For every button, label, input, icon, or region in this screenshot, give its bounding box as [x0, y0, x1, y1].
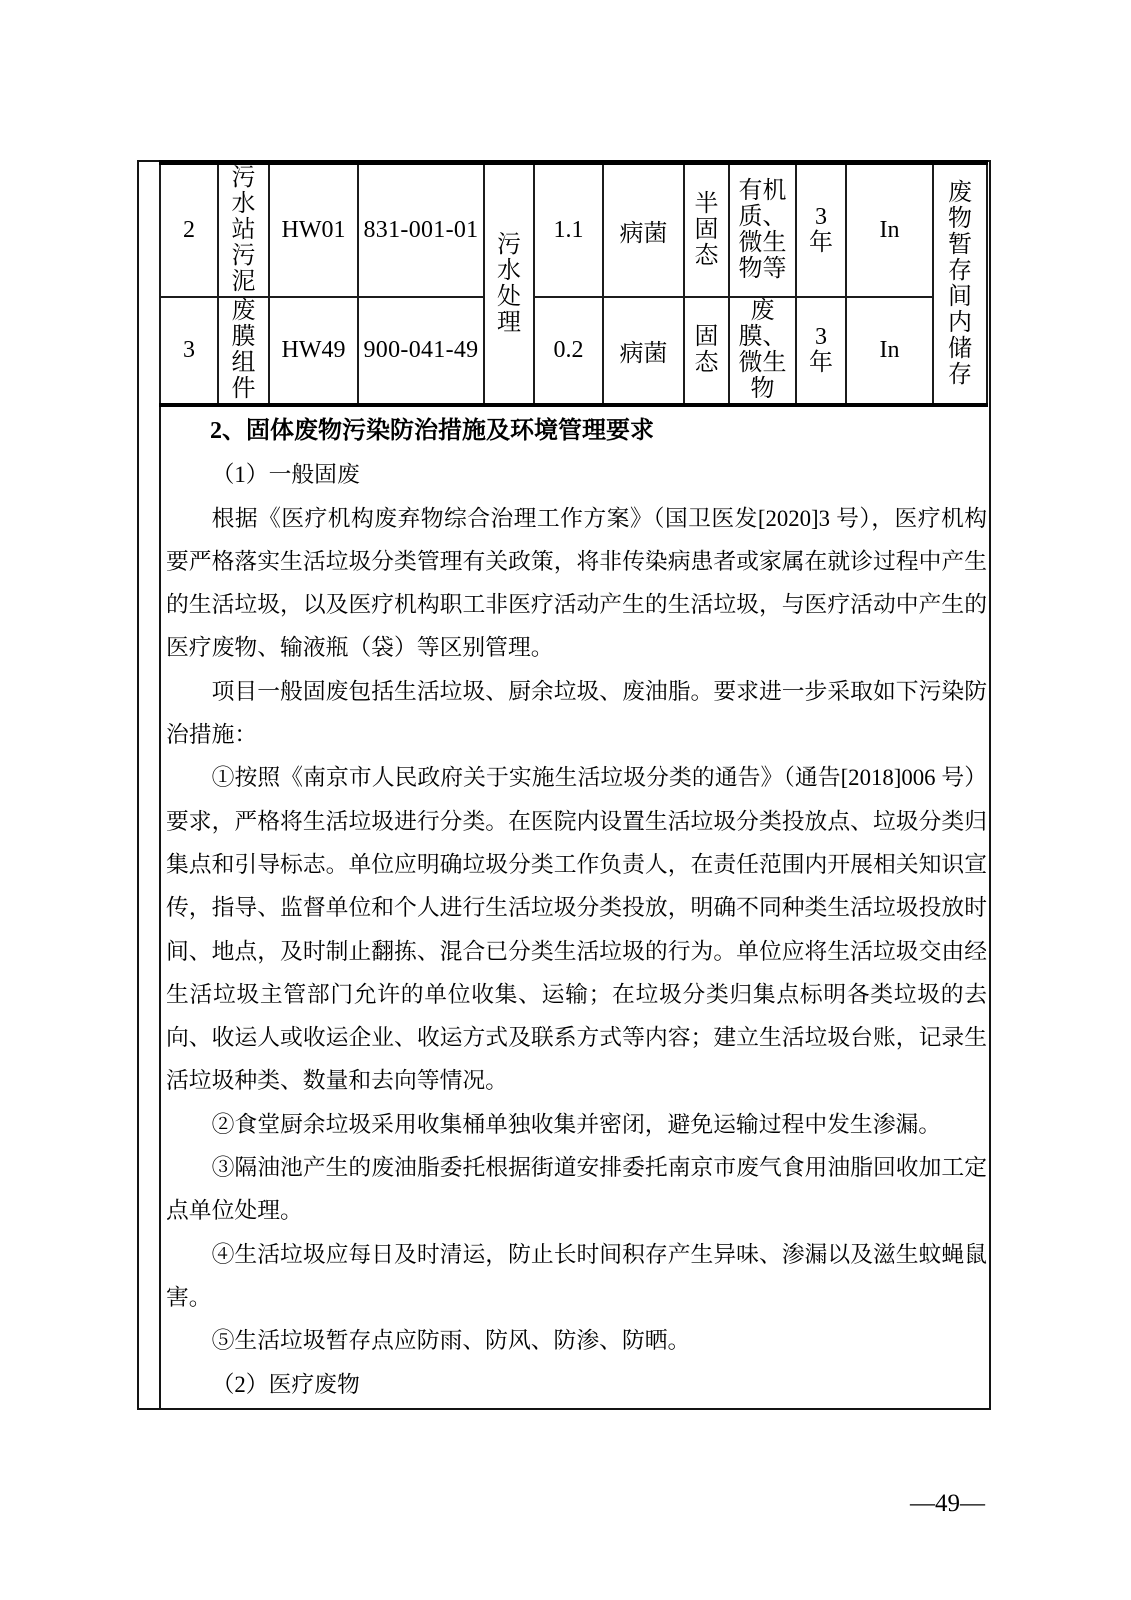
table-row — [160, 297, 987, 405]
cell-quantity: 0.2 — [534, 297, 603, 405]
table-row — [160, 163, 987, 298]
cell-quantity: 1.1 — [534, 163, 603, 298]
cell-storage — [933, 163, 987, 406]
waste-name-text: 废膜组件 — [231, 298, 256, 402]
period-text: 3年 — [809, 204, 833, 256]
cell-hazard: 病菌 — [603, 163, 684, 298]
cell-form — [684, 163, 729, 298]
paragraph: ④生活垃圾应每日及时清运，防止长时间积存产生异味、渗漏以及滋生蚊蝇鼠害。 — [166, 1241, 987, 1310]
cell-component — [729, 297, 796, 405]
period-text: 3年 — [809, 324, 833, 376]
hazardous-waste-table-wrap — [159, 160, 988, 407]
paragraph: ③隔油池产生的废油脂委托根据街道安排委托南京市废气食用油脂回收加工定点单位处理。 — [166, 1155, 987, 1224]
cell-source-process — [484, 163, 534, 406]
cell-serial: 2 — [160, 163, 218, 298]
cell-period — [796, 163, 846, 298]
storage-text: 废物暂存间内储存 — [948, 179, 972, 388]
source-process-text: 污水处理 — [497, 231, 521, 336]
cell-component — [729, 163, 796, 298]
cell-waste-name — [218, 163, 269, 298]
cell-waste-code: 900-041-49 — [358, 297, 484, 405]
form-text: 固态 — [694, 324, 719, 376]
paragraph: （2）医疗废物 — [211, 1371, 360, 1397]
paragraph: 项目一般固废包括生活垃圾、厨余垃圾、废油脂。要求进一步采取如下污染防治措施： — [166, 678, 987, 748]
section-heading: 2、固体废物污染防治措施及环境管理要求 — [210, 418, 654, 444]
paragraph: ①按照《南京市人民政府关于实施生活垃圾分类的通告》（通告[2018]006 号）要求，严格将生活垃圾进行分类。在医院内设置生活垃圾分类投放点、垃圾分类归集点和引导标志。单位应明确垃圾分类工作负责人，在责任范围内开展相关知识宣传，指导、监督单位和个人进行生活垃圾分类投放，明确不同种类生活垃圾投放时间、地点，及时制止翻拣、混合已分类生活垃圾的行为。单位应将生活垃圾交由经生活垃圾主管部门允许的单位收集、运输；在垃圾分类归集点标明各类垃圾的去向、收运人或收运企业、收运方式及联系方式等内容；建立生活垃圾台账，记录生活垃圾种类、数量和去向等情况。 — [166, 765, 987, 1094]
cell-waste-code: 831-001-01 — [358, 163, 484, 298]
cell-disposal: In — [846, 163, 933, 298]
component-text: 废膜、微生物 — [738, 298, 787, 402]
body-text — [166, 404, 987, 1406]
waste-name-text: 污水站污泥 — [231, 165, 256, 295]
paragraph: （1）一般固废 — [211, 462, 360, 488]
hazardous-waste-table — [159, 160, 988, 407]
cell-period — [796, 297, 846, 405]
paragraph: 根据《医疗机构废弃物综合治理工作方案》（国卫医发[2020]3 号），医疗机构要严格落实生活垃圾分类管理有关政策，将非传染病患者或家属在就诊过程中产生的生活垃圾，以及医疗机构职工非医疗活动产生的生活垃圾，与医疗活动中产生的医疗废物、输液瓶（袋）等区别管理。 — [166, 505, 987, 661]
paragraph: ⑤生活垃圾暂存点应防雨、防风、防渗、防晒。 — [211, 1328, 691, 1354]
component-text: 有机质、微生物等 — [738, 178, 787, 282]
page-number: —49— — [910, 1490, 985, 1517]
form-text: 半固态 — [694, 191, 719, 269]
cell-waste-name — [218, 297, 269, 405]
cell-disposal: In — [846, 297, 933, 405]
paragraph: ②食堂厨余垃圾采用收集桶单独收集并密闭，避免运输过程中发生渗漏。 — [211, 1111, 942, 1137]
cell-serial: 3 — [160, 297, 218, 405]
cell-form — [684, 297, 729, 405]
cell-hazard: 病菌 — [603, 297, 684, 405]
cell-hw-category: HW01 — [269, 163, 358, 298]
cell-hw-category: HW49 — [269, 297, 358, 405]
